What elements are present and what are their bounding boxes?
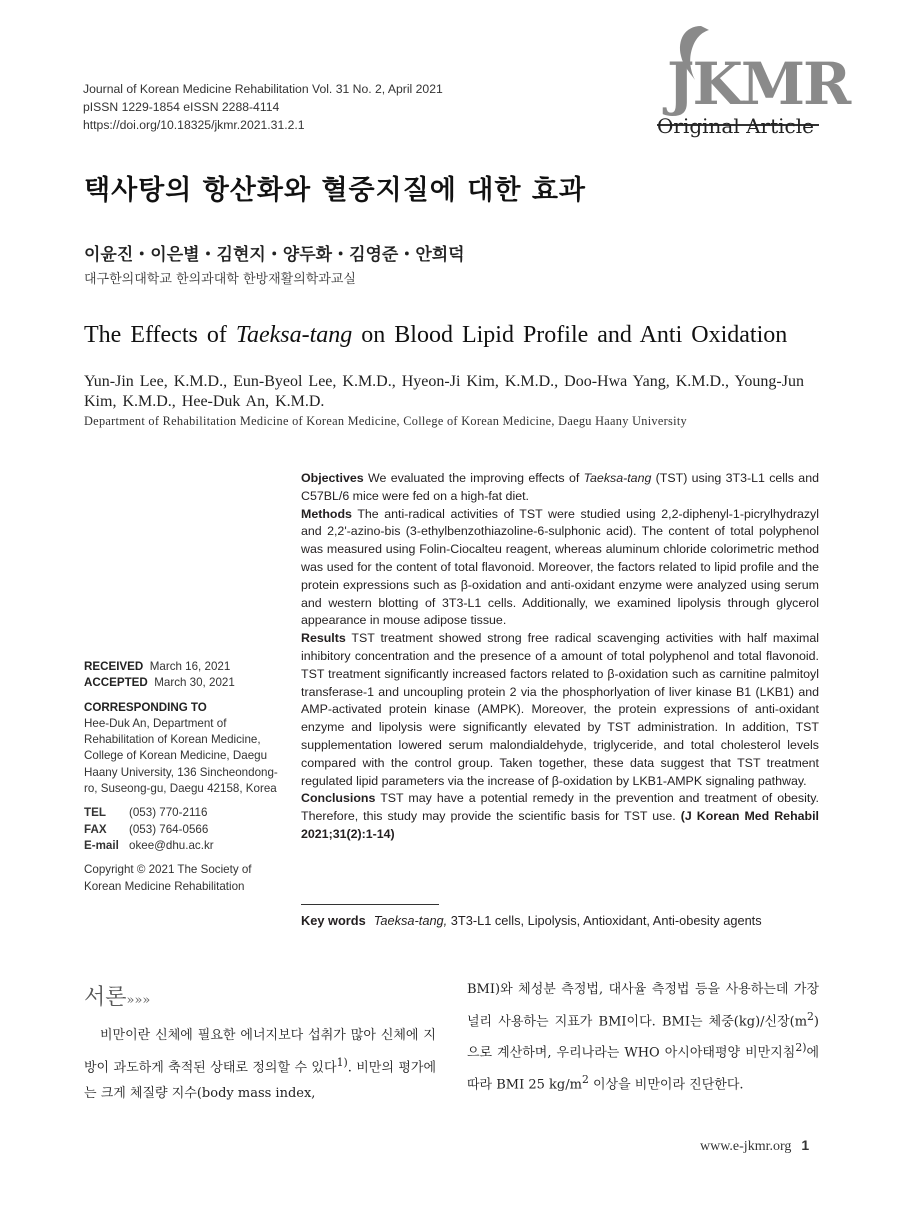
issn-line: pISSN 1229-1854 eISSN 2288-4114 bbox=[83, 100, 280, 114]
corresponding-text: Hee-Duk An, Department of Rehabilitation of Korean Medicine, College of Korean Medicine, Daegu Haany University, 136 Sincheondong-ro, Suseong-gu, Daegu 42158, Korea bbox=[84, 716, 278, 796]
corresponding-block bbox=[84, 700, 284, 798]
right-text-b: )으로 계산하며, 우리나라는 WHO 아시아태평양 비만지침 bbox=[467, 1013, 819, 1061]
methods-text: The anti-radical activities of TST were studied using 2,2-diphenyl-1-picrylhydrazyl and 2,2'-azino-bis (3-ethylbenzothiazoline-6-sulphonic acid). The content of total polyphenol was measured using Folin-Ciocalteu reagent, whereas aluminum chloride colorimetric method was used for the content of total flavonoid. Moreover, the factors related to lipid profile and the protein expressions such as β-oxidation and anti-oxidant enzyme were analyzed using serum and western blotting of 3T3-L1 cells. Additionally, we examined lipolysis through glycerol appearance in mouse adipose tissue. bbox=[301, 506, 819, 628]
abstract-methods bbox=[301, 506, 819, 631]
received-label: RECEIVED bbox=[84, 660, 144, 673]
section-title: 서론 bbox=[84, 985, 127, 1010]
abstract-results bbox=[301, 630, 819, 790]
accepted-date: March 30, 2021 bbox=[154, 676, 235, 690]
logo-text: JKMR bbox=[667, 50, 850, 118]
superscript-2: 2 bbox=[807, 1009, 814, 1023]
page-number: 1 bbox=[801, 1137, 810, 1153]
conclusions-text: TST may have a potential remedy in the prevention and treatment of obesity. Therefore, this study may provide the scientific basis for TST use. bbox=[301, 791, 820, 824]
korean-authors: 이윤진・이은별・김현지・양두화・김영준・안희덕 bbox=[84, 245, 465, 265]
keywords-divider bbox=[301, 904, 439, 905]
right-text-a: BMI)와 체성분 측정법, 대사율 측정법 등을 사용하는데 가장 널리 사용하는 지표가 BMI이다. BMI는 체중(kg)/신장(m bbox=[467, 982, 819, 1029]
journal-citation-line: Journal of Korean Medicine Rehabilitation Vol. 31 No. 2, April 2021 bbox=[83, 82, 443, 96]
email-link[interactable]: okee@dhu.ac.kr bbox=[129, 838, 214, 852]
keywords-label: Key words bbox=[301, 913, 366, 928]
doi-link[interactable]: https://doi.org/10.18325/jkmr.2021.31.2.1 bbox=[83, 118, 305, 132]
results-label: Results bbox=[301, 631, 346, 646]
conclusions-label: Conclusions bbox=[301, 791, 376, 806]
ref-1[interactable]: 1) bbox=[336, 1055, 348, 1069]
right-text-d: 이상을 비만이라 진단한다. bbox=[588, 1077, 744, 1093]
contact-block bbox=[84, 805, 284, 854]
citation: (J Korean Med Rehabil 2021;31(2):1-14) bbox=[301, 809, 819, 841]
tel-label: TEL bbox=[84, 806, 106, 820]
dates-block bbox=[84, 659, 284, 692]
fax-value: (053) 764-0566 bbox=[129, 822, 209, 836]
ref-2[interactable]: 2) bbox=[795, 1041, 807, 1055]
keywords bbox=[301, 913, 762, 928]
english-affiliation: Department of Rehabilitation Medicine of Korean Medicine, College of Korean Medicine, Daegu Haany University bbox=[84, 414, 687, 428]
article-sidebar bbox=[84, 659, 284, 903]
english-title-post: on Blood Lipid Profile and Anti Oxidation bbox=[352, 322, 788, 348]
korean-affiliation: 대구한의대학교 한의과대학 한방재활의학과교실 bbox=[84, 272, 356, 287]
abstract-conclusions bbox=[301, 790, 819, 843]
fax-label: FAX bbox=[84, 822, 107, 836]
left-text-b: . 비만의 평가에는 크게 체질량 지수(body mass index, bbox=[84, 1059, 437, 1102]
page-footer bbox=[700, 1137, 809, 1155]
corresponding-label: CORRESPONDING TO bbox=[84, 700, 207, 714]
korean-title: 택사탕의 항산화와 혈중지질에 대한 효과 bbox=[84, 175, 586, 206]
body-left-column bbox=[84, 1023, 436, 1108]
email-label: E-mail bbox=[84, 838, 119, 852]
objectives-label: Objectives bbox=[301, 471, 364, 485]
footer-site[interactable]: www.e-jkmr.org bbox=[700, 1139, 792, 1154]
abstract bbox=[301, 470, 819, 844]
english-title-pre: The Effects of bbox=[84, 322, 236, 348]
superscript-2b: 2 bbox=[581, 1073, 589, 1087]
methods-label: Methods bbox=[301, 506, 352, 521]
english-title bbox=[84, 322, 787, 349]
received-date: March 16, 2021 bbox=[149, 660, 231, 673]
results-text: TST treatment showed strong free radical scavenging activities with half maximal inhibitory concentration and the presence of a amount of total polyphenol and total flavonoid. TST treatment significantly increased factors related to β-oxidation such as carnitine palmitoyl transferase-1 and uncoupling protein 2 via the phosphorlyation of liver kinase B1 (LKB1) and AMP-activated protein kinase (AMPK). Moreover, the protein expressions of anti-oxidant enzyme and lipolysis were significantly elevated by TST administration. In addition, TST supplementation lowered serum malondialdehyde, triglyceride, and total cholesterol levels compared with the control group. Taken together, these data suggest that TST treatment regulated lipid parameters via the increase of β-oxidation by LKB1-AMPK signaling pathway. bbox=[301, 631, 819, 788]
left-text-a: 비만이란 신체에 필요한 에너지보다 섭취가 많아 신체에 지방이 과도하게 축적된 상태로 정의할 수 있다 bbox=[84, 1028, 436, 1075]
english-authors: Yun-Jin Lee, K.M.D., Eun-Byeol Lee, K.M.D., Hyeon-Ji Kim, K.M.D., Doo-Hwa Yang, K.M.D., Young-Jun Kim, K.M.D., Hee-Duk An, K.M.D. bbox=[84, 373, 804, 410]
keywords-list: 3T3-L1 cells, Lipolysis, Antioxidant, Anti-obesity agents bbox=[447, 913, 762, 928]
section-heading bbox=[84, 980, 150, 1011]
english-title-italic: Taeksa-tang bbox=[235, 322, 353, 348]
objectives-italic: Taeksa-tang bbox=[583, 471, 652, 485]
objectives-text-pre: We evaluated the improving effects of bbox=[368, 471, 584, 485]
accepted-label: ACCEPTED bbox=[84, 676, 148, 690]
journal-info bbox=[83, 80, 443, 134]
section-arrows: »»» bbox=[126, 993, 151, 1008]
keyword-italic: Taeksa-tang, bbox=[373, 913, 448, 928]
article-type: Original Article bbox=[657, 114, 814, 138]
tel-value: (053) 770-2116 bbox=[129, 806, 208, 820]
objectives-text-post: (TST) using 3T3-L1 cells and C57BL/6 mice were fed on a high-fat diet. bbox=[301, 471, 819, 503]
right-text-c: 에 따라 BMI 25 kg/m bbox=[467, 1045, 819, 1093]
abstract-objectives bbox=[301, 470, 819, 506]
body-right-column bbox=[467, 977, 819, 1099]
copyright: Copyright © 2021 The Society of Korean Medicine Rehabilitation bbox=[84, 863, 252, 893]
